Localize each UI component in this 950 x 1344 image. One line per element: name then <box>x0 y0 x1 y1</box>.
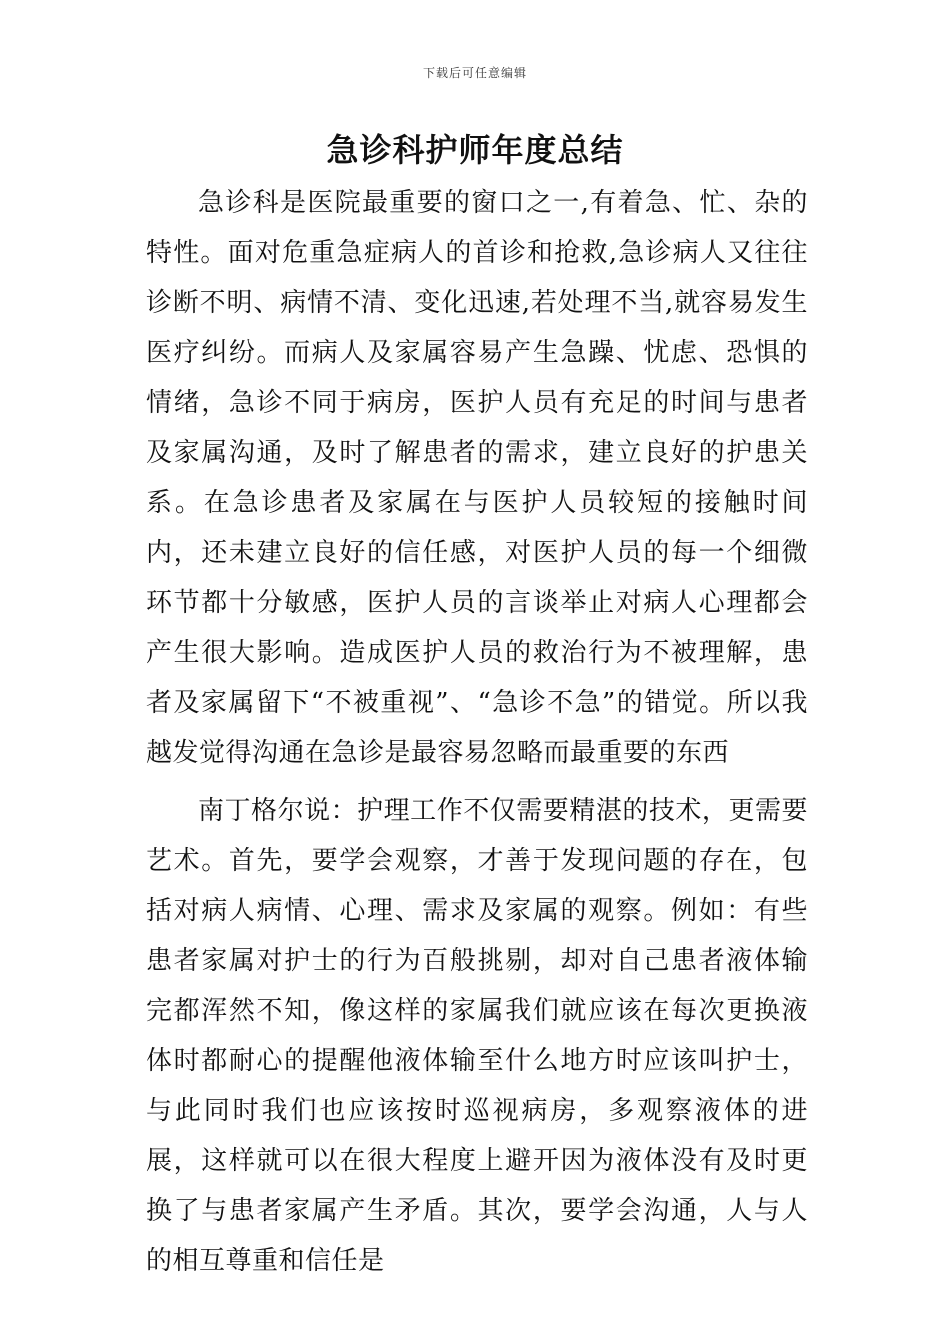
header-note: 下载后可任意编辑 <box>422 66 527 80</box>
document-title: 急诊科护师年度总结 <box>326 131 624 169</box>
paragraph: 南丁格尔说：护理工作不仅需要精湛的技术，更需要艺术。首先，要学会观察，才善于发现问题的存在，包括对病人病情、心理、需求及家属的观察。例如：有些患者家属对护士的行为百般挑剔，却对自己患者液体输完都浑然不知，像这样的家属我们就应该在每次更换液体时都耐心的提醒他液体输至什么地方时应该叫护士，与此同时我们也应该按时巡视病房，多观察液体的进展，这样就可以在很大程度上避开因为液体没有及时更换了与患者家属产生矛盾。其次，要学会沟通，人与人的相互尊重和信任是 <box>146 796 808 1276</box>
paragraph: 急诊科是医院最重要的窗口之一,有着急、忙、杂的特性。面对危重急症病人的首诊和抢救,急诊病人又往往诊断不明、病情不清、变化迅速,若处理不当,就容易发生医疗纠纷。而病人及家属容易产生急躁、忧虑、恐惧的情绪，急诊不同于病房，医护人员有充足的时间与患者及家属沟通，及时了解患者的需求，建立良好的护患关系。在急诊患者及家属在与医护人员较短的接触时间内，还未建立良好的信任感，对医护人员的每一个细微环节都十分敏感，医护人员的言谈举止对病人心理都会产生很大影响。造成医护人员的救治行为不被理解，患者及家属留下“不被重视”、“急诊不急”的错觉。所以我越发觉得沟通在急诊是最容易忽略而最重要的东西 <box>146 188 808 768</box>
document-body <box>146 178 808 1286</box>
